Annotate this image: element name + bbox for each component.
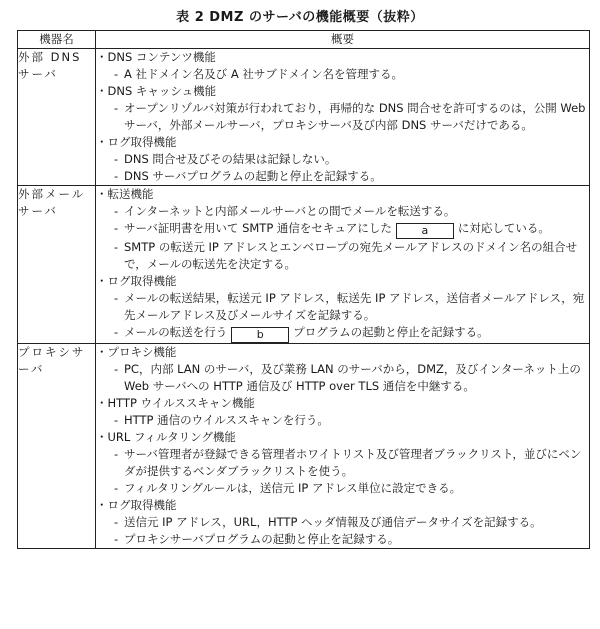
feature-detail-item: - A 社ドメイン名及び A 社サブドメイン名を管理する。 xyxy=(96,66,589,83)
feature-detail-item: - フィルタリングルールは，送信元 IP アドレス単位に設定できる。 xyxy=(96,480,589,497)
feature-detail-item: - PC，内部 LAN のサーバ，及び業務 LAN のサーバから，DMZ，及びインターネット上の Web サーバへの HTTP 通信及び HTTP over TLS 通信を中継する。 xyxy=(96,361,589,395)
feature-title: ・ 転送機能 xyxy=(96,186,589,203)
feature-detail-item: - メールの転送結果，転送元 IP アドレス，転送先 IP アドレス，送信者メールアドレス，宛先メールアドレス及びメールサイズを記録する。 xyxy=(96,290,589,324)
header-overview: 概要 xyxy=(96,31,590,49)
row-external-mail-server xyxy=(18,186,590,344)
feature-title: ・ HTTP ウイルススキャン機能 xyxy=(96,395,589,412)
feature-detail-item: - DNS サーバプログラムの起動と停止を記録する。 xyxy=(96,168,589,185)
answer-blank-box: b xyxy=(231,327,289,343)
header-device-name: 機器名 xyxy=(18,31,96,49)
feature-title: ・ ログ取得機能 xyxy=(96,497,589,514)
overview-cell xyxy=(96,49,590,186)
overview-cell xyxy=(96,186,590,344)
feature-detail-item: - オープンリゾルバ対策が行われており，再帰的な DNS 問合せを許可するのは，公開 Web サーバ，外部メールサーバ，プロキシサーバ及び内部 DNS サーバだけである。 xyxy=(96,100,589,134)
overview-cell xyxy=(96,344,590,549)
item-text-before-blank: メールの転送を行う xyxy=(124,325,228,339)
feature-detail-item: - HTTP 通信のウイルススキャンを行う。 xyxy=(96,412,589,429)
feature-title: ・ ログ取得機能 xyxy=(96,273,589,290)
feature-detail-item: - SMTP の転送元 IP アドレスとエンベロープの宛先メールアドレスのドメイン名の組合せで，メールの転送先を決定する。 xyxy=(96,239,589,273)
answer-blank-box: a xyxy=(396,223,454,239)
device-name-cell: 外部 DNS サーバ xyxy=(18,49,96,186)
feature-detail-item: - 送信元 IP アドレス，URL，HTTP ヘッダ情報及び通信データサイズを記録する。 xyxy=(96,514,589,531)
feature-detail-item xyxy=(96,220,589,239)
item-text-after-blank: に対応している。 xyxy=(457,221,550,235)
feature-title: ・ ログ取得機能 xyxy=(96,134,589,151)
feature-title: ・ プロキシ機能 xyxy=(96,344,589,361)
item-text-before-blank: サーバ証明書を用いて SMTP 通信をセキュアにした xyxy=(124,221,392,235)
row-proxy-server xyxy=(18,344,590,549)
feature-title: ・ URL フィルタリング機能 xyxy=(96,429,589,446)
feature-detail-item: - プロキシサーバプログラムの起動と停止を記録する。 xyxy=(96,531,589,548)
item-text-after-blank: プログラムの起動と停止を記録する。 xyxy=(293,325,489,339)
device-name-cell: プロキシサーバ xyxy=(18,344,96,549)
row-external-dns-server xyxy=(18,49,590,186)
device-name-cell: 外部メールサーバ xyxy=(18,186,96,344)
table-header-row xyxy=(18,31,590,49)
table-caption: 表 2 DMZ のサーバの機能概要（抜粋） xyxy=(176,10,424,25)
server-function-table xyxy=(17,30,590,549)
feature-title: ・ DNS キャッシュ機能 xyxy=(96,83,589,100)
feature-detail-item xyxy=(96,324,589,343)
feature-title: ・ DNS コンテンツ機能 xyxy=(96,49,589,66)
feature-detail-item: - インターネットと内部メールサーバとの間でメールを転送する。 xyxy=(96,203,589,220)
feature-detail-item: - サーバ管理者が登録できる管理者ホワイトリスト及び管理者ブラックリスト，並びにベンダが提供するベンダブラックリストを使う。 xyxy=(96,446,589,480)
feature-detail-item: - DNS 問合せ及びその結果は記録しない。 xyxy=(96,151,589,168)
